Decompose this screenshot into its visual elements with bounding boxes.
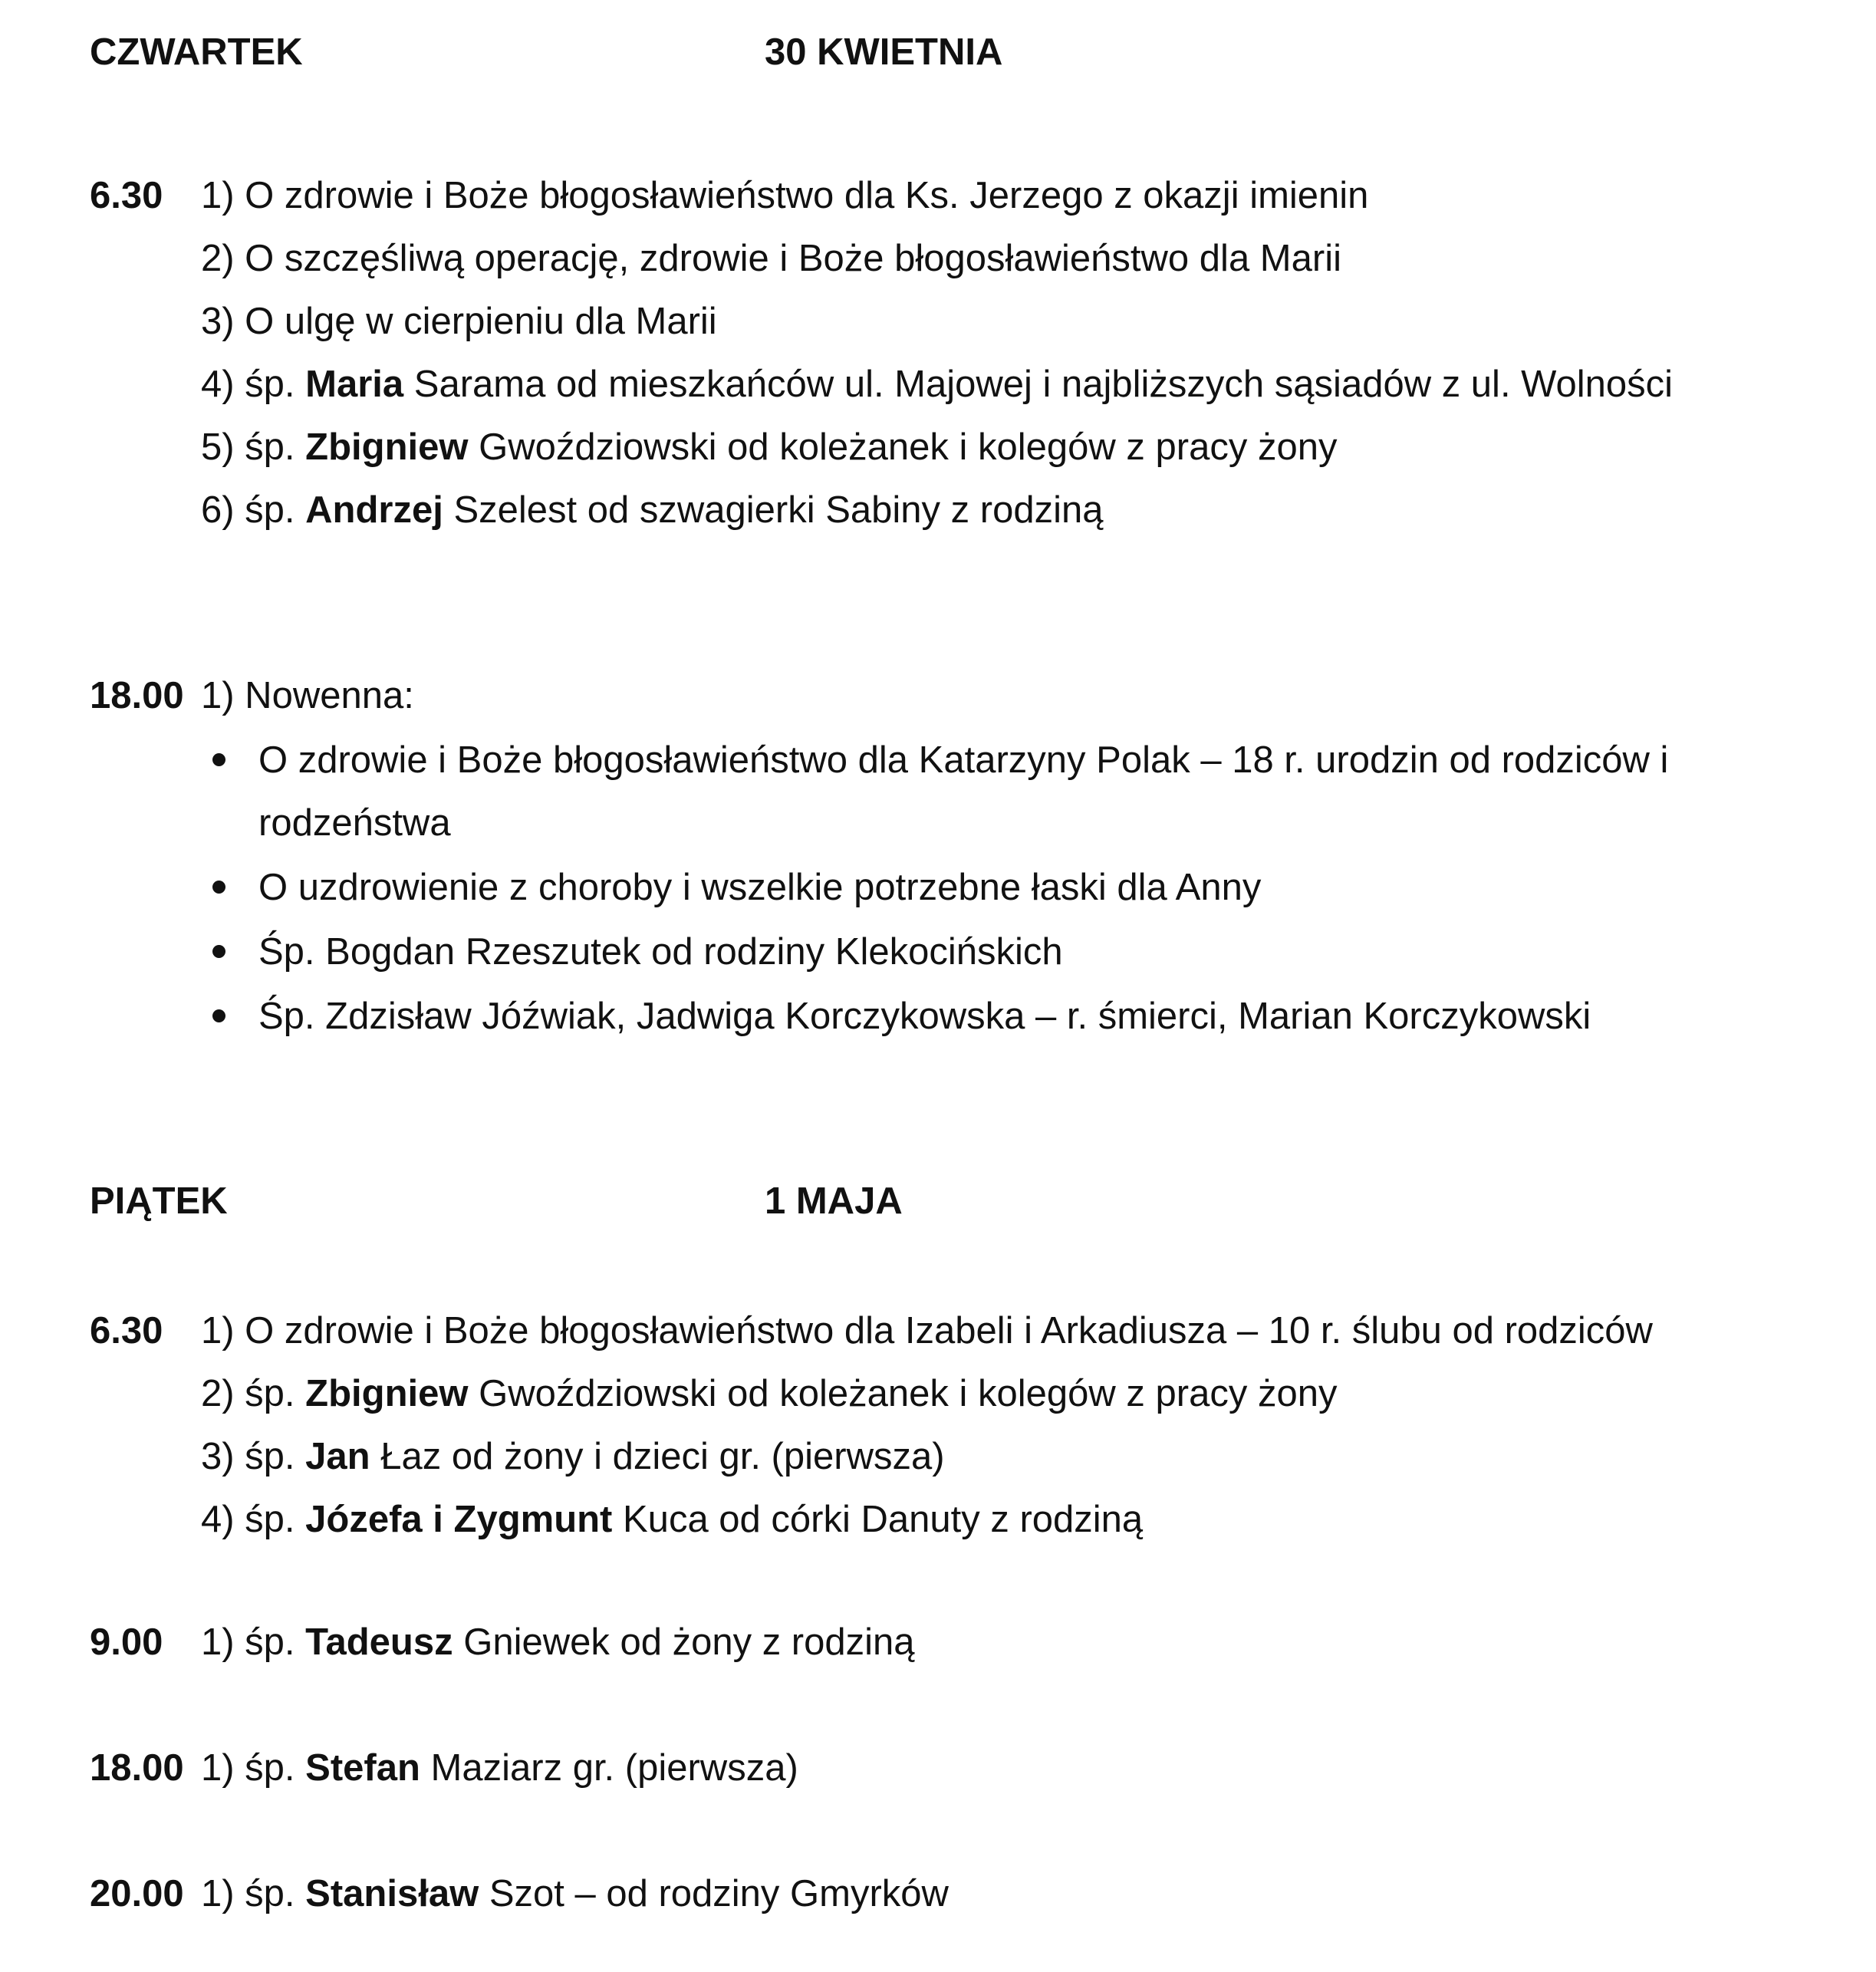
intention-line xyxy=(90,1425,1823,1488)
intention-line xyxy=(90,1299,1823,1362)
day-header xyxy=(90,1178,903,1224)
mass-time: 20.00 xyxy=(90,1873,184,1914)
intention-line xyxy=(90,290,1823,353)
mass-block xyxy=(90,1737,1823,1799)
intention-name: Józefa i Zygmunt xyxy=(305,1499,613,1540)
bullet-text: Śp. Zdzisław Jóźwiak, Jadwiga Korczykowska – r. śmierci, Marian Korczykowski xyxy=(258,996,1591,1037)
intention-text xyxy=(201,1362,1337,1425)
intention-pre: 1) śp. xyxy=(201,1873,306,1914)
mass-time: 18.00 xyxy=(90,1747,184,1789)
intention-pre: 4) śp. xyxy=(201,364,306,405)
list-item xyxy=(90,920,1823,983)
list-item xyxy=(90,985,1823,1048)
day-date: 1 MAJA xyxy=(765,1180,903,1222)
intention-name: Maria xyxy=(305,364,404,405)
intention-post: Łaz od żony i dzieci gr. (pierwsza) xyxy=(370,1436,945,1477)
bullet-text: O zdrowie i Boże błogosławieństwo dla Katarzyny Polak – 18 r. urodzin od rodziców i rodzeństwa xyxy=(258,739,1669,844)
intention-line xyxy=(90,227,1823,290)
intention-text xyxy=(201,1425,945,1488)
intention-post: Kuca od córki Danuty z rodziną xyxy=(612,1499,1144,1540)
intention-pre: 6) śp. xyxy=(201,489,306,531)
intention-text xyxy=(201,1488,1143,1551)
intention-post: Maziarz gr. (pierwsza) xyxy=(420,1747,798,1789)
intention-pre: 3) śp. xyxy=(201,1436,306,1477)
mass-block xyxy=(90,1299,1823,1551)
day-name: PIĄTEK xyxy=(90,1180,228,1222)
intention-line xyxy=(90,1611,1823,1674)
intention-pre: 5) śp. xyxy=(201,426,306,468)
intention-text xyxy=(201,1737,798,1799)
intention-post: Szot – od rodziny Gmyrków xyxy=(479,1873,949,1914)
intention-post: Gniewek od żony z rodziną xyxy=(453,1621,915,1663)
bullet-icon xyxy=(212,881,225,894)
day-header xyxy=(90,29,1003,75)
intention-line xyxy=(90,1362,1823,1425)
intention-line xyxy=(90,1737,1823,1799)
intention-line xyxy=(90,416,1823,479)
intention-name: Tadeusz xyxy=(305,1621,453,1663)
mass-block xyxy=(90,1611,1823,1674)
intention-text xyxy=(201,1299,1653,1362)
intention-line xyxy=(90,1488,1823,1551)
intention-post: Gwoździowski od koleżanek i kolegów z pracy żony xyxy=(468,1373,1338,1414)
intention-post: Szelest od szwagierki Sabiny z rodziną xyxy=(443,489,1104,531)
mass-block xyxy=(90,164,1823,542)
list-item xyxy=(90,856,1823,919)
intention-text xyxy=(201,416,1337,479)
bullet-text: Śp. Bogdan Rzeszutek od rodziny Klekocińskich xyxy=(258,931,1063,973)
intention-text xyxy=(201,227,1341,290)
intention-text xyxy=(201,164,1368,227)
intention-line xyxy=(90,479,1823,542)
intention-pre: 4) śp. xyxy=(201,1499,306,1540)
mass-time: 6.30 xyxy=(90,1310,163,1351)
intention-text xyxy=(201,479,1104,542)
intention-name: Zbigniew xyxy=(305,426,469,468)
bullet-text: O uzdrowienie z choroby i wszelkie potrzebne łaski dla Anny xyxy=(258,867,1262,908)
intention-pre: 1) śp. xyxy=(201,1747,306,1789)
mass-time: 6.30 xyxy=(90,175,163,216)
novena-intro: 1) Nowenna: xyxy=(201,675,414,716)
bullet-icon xyxy=(212,1009,225,1022)
intention-text xyxy=(201,353,1673,416)
bullet-icon xyxy=(212,945,225,958)
intention-line xyxy=(90,164,1823,227)
day-name: CZWARTEK xyxy=(90,31,303,73)
intention-post: Sarama od mieszkańców ul. Majowej i najbliższych sąsiadów z ul. Wolności xyxy=(403,364,1674,405)
intention-name: Zbigniew xyxy=(305,1373,469,1414)
intention-name: Andrzej xyxy=(305,489,443,531)
intention-pre: 2) O szczęśliwą operację, zdrowie i Boże błogosławieństwo dla Marii xyxy=(201,238,1341,279)
bullet-icon xyxy=(212,753,225,766)
intention-pre: 1) O zdrowie i Boże błogosławieństwo dla Izabeli i Arkadiusza – 10 r. ślubu od rodziców xyxy=(201,1310,1653,1351)
intention-text xyxy=(201,290,717,353)
intention-pre: 2) śp. xyxy=(201,1373,306,1414)
intention-name: Stefan xyxy=(305,1747,420,1789)
intention-pre: 3) O ulgę w cierpieniu dla Marii xyxy=(201,301,717,342)
mass-block xyxy=(90,1862,1823,1925)
mass-time: 9.00 xyxy=(90,1621,163,1663)
intention-text xyxy=(201,1862,949,1925)
mass-time: 18.00 xyxy=(90,675,184,716)
day-date: 30 KWIETNIA xyxy=(765,31,1003,73)
intention-post: Gwoździowski od koleżanek i kolegów z pracy żony xyxy=(468,426,1338,468)
intention-name: Stanisław xyxy=(305,1873,479,1914)
mass-block xyxy=(90,664,1823,1048)
intention-name: Jan xyxy=(305,1436,370,1477)
intention-pre: 1) śp. xyxy=(201,1621,306,1663)
intention-line xyxy=(90,1862,1823,1925)
intention-pre: 1) O zdrowie i Boże błogosławieństwo dla Ks. Jerzego z okazji imienin xyxy=(201,175,1369,216)
intention-line xyxy=(90,664,1823,727)
list-item xyxy=(90,729,1823,854)
intention-text xyxy=(201,1611,915,1674)
intention-line xyxy=(90,353,1823,416)
